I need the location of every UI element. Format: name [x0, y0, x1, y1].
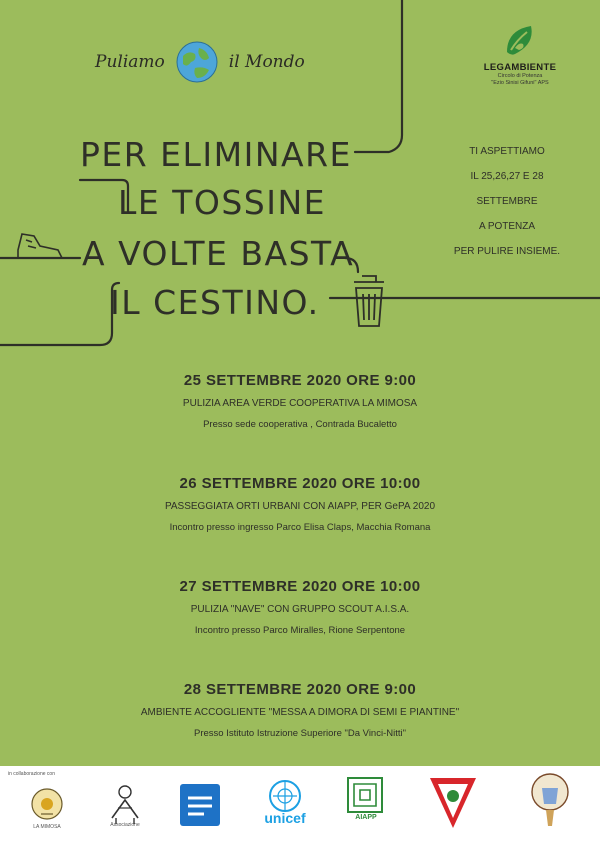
event-item — [0, 372, 600, 430]
event-date: 27 SETTEMBRE 2020 ORE 10:00 — [179, 578, 421, 595]
globe-icon — [175, 40, 219, 84]
legambiente-logo — [470, 22, 570, 87]
puliamo-il-mondo-logo — [95, 40, 305, 84]
event-date: 26 SETTEMBRE 2020 ORE 10:00 — [179, 475, 421, 492]
side-note-line: SETTEMBRE — [476, 196, 538, 207]
headline-line-2: LE TOSSINE — [118, 183, 327, 222]
partner-caption: LA MIMOSA — [33, 824, 61, 830]
headline-line-4: IL CESTINO. — [110, 283, 320, 322]
side-note-line: PER PULIRE INSIEME. — [453, 246, 561, 257]
headline-line-3: A VOLTE BASTA — [82, 234, 355, 273]
event-place: Incontro presso ingresso Parco Elisa Claps, Macchia Romana — [169, 522, 431, 533]
event-title: PULIZIA "NAVE" CON GRUPPO SCOUT A.I.S.A. — [190, 604, 410, 615]
event-title: PULIZIA AREA VERDE COOPERATIVA LA MIMOSA — [182, 398, 418, 409]
side-note-line: IL 25,26,27 E 28 — [470, 171, 544, 182]
side-note — [432, 139, 582, 264]
scout-shield-logo — [426, 772, 480, 834]
legambiente-sub2: "Ezio Sinisi Gifuni" APS — [491, 80, 549, 86]
cooperative-la-mimosa-logo — [22, 780, 72, 840]
trash-bin-icon — [354, 276, 384, 326]
side-note-line: A POTENZA — [478, 221, 536, 232]
event-place: Presso Istituto Istruzione Superiore "Da Vinci-Nitti" — [194, 728, 406, 739]
event-item — [0, 681, 600, 739]
event-title: PASSEGGIATA ORTI URBANI CON AIAPP, PER GePA 2020 — [164, 501, 436, 512]
brand-right-word: il Mondo — [228, 52, 305, 72]
legambiente-sub1: Circolo di Potenza — [497, 73, 543, 79]
partners-title: in collaborazione con — [8, 771, 55, 777]
event-item — [0, 475, 600, 533]
shoe-icon — [18, 234, 62, 258]
event-date: 28 SETTEMBRE 2020 ORE 9:00 — [183, 681, 417, 698]
event-place: Presso sede cooperativa , Contrada Bucaletto — [203, 419, 397, 430]
event-title: AMBIENTE ACCOGLIENTE "MESSA A DIMORA DI SEMI E PIANTINE" — [140, 707, 460, 718]
unicef-text: unicef — [264, 810, 306, 826]
humanitarian-association-logo — [100, 778, 150, 838]
event-place: Incontro presso Parco Miralles, Rione Serpentone — [194, 625, 406, 636]
side-note-line: TI ASPETTIAMO — [469, 146, 545, 157]
partners-strip — [0, 766, 600, 848]
aiapp-text: AIAPP — [355, 814, 377, 821]
blue-square-logo — [178, 782, 224, 832]
legambiente-name: LEGAMBIENTE — [483, 62, 557, 73]
headline-line-1: PER ELIMINARE — [80, 135, 352, 174]
brand-left-word: Puliamo — [95, 52, 165, 72]
leaf-icon — [501, 22, 539, 60]
event-item — [0, 578, 600, 636]
school-emblem-logo — [528, 770, 572, 834]
partner-caption: Associazione — [110, 822, 140, 828]
event-date: 25 SETTEMBRE 2020 ORE 9:00 — [183, 372, 417, 389]
